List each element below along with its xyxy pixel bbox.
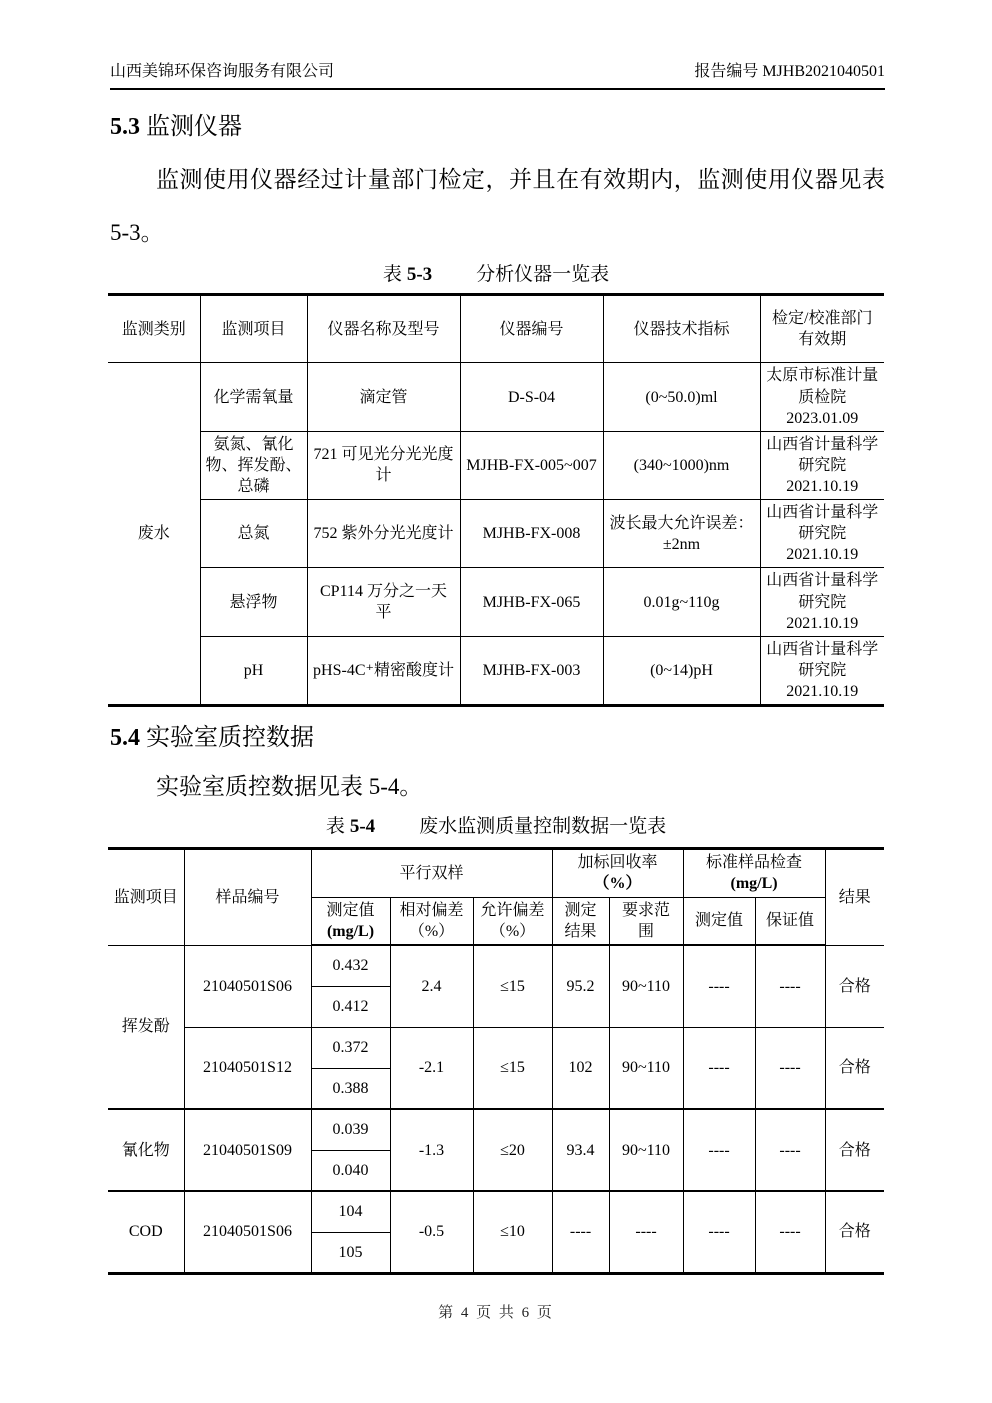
allowed-deviation-cell: ≤15: [473, 1027, 552, 1109]
monitor-item-cell: pH: [200, 636, 307, 705]
tech-spec-cell: 0.01g~110g: [603, 568, 760, 636]
allowed-deviation-cell: ≤15: [473, 945, 552, 1027]
calibration-date: 2023.01.09: [786, 409, 859, 427]
instrument-number-cell: MJHB-FX-005~007: [460, 431, 603, 499]
result-cell: 合格: [825, 945, 884, 1027]
instrument-number-cell: MJHB-FX-008: [460, 500, 603, 568]
spike-recovery-label: 加标回收率: [577, 853, 658, 871]
monitor-item-cell: 化学需氧量: [200, 363, 307, 431]
spike-result-cell: 95.2: [552, 945, 609, 1027]
col-header-spike-recovery: [552, 848, 683, 897]
allowed-deviation-cell: ≤20: [473, 1109, 552, 1191]
monitor-item-cell: 悬浮物: [200, 568, 307, 636]
instrument-number-cell: MJHB-FX-065: [460, 568, 603, 636]
measured-value-cell: 0.040: [311, 1150, 390, 1191]
col-header-sample-number: 样品编号: [184, 848, 311, 945]
page-header: [110, 0, 885, 90]
result-cell: 合格: [825, 1191, 884, 1273]
measured-value-cell: 0.372: [311, 1027, 390, 1068]
standard-sample-unit: (mg/L): [730, 875, 778, 893]
section-5-3-heading: [110, 112, 885, 142]
measured-value-cell: 0.412: [311, 986, 390, 1027]
page-number: 第 4 页 共 6 页: [438, 1304, 554, 1321]
caption-prefix: 表: [325, 815, 345, 837]
table-header-row: [108, 848, 884, 897]
col-header-instrument-name: 仪器名称及型号: [307, 295, 460, 363]
calibration-agency: 山西省计量科学研究院: [766, 435, 879, 474]
calibration-date: 2021.10.19: [786, 546, 859, 564]
sample-number-cell: 21040501S06: [184, 1191, 311, 1273]
measured-value-cell: 0.432: [311, 945, 390, 986]
tech-spec-cell: (340~1000)nm: [603, 431, 760, 499]
section-5-3-title: 监测仪器: [146, 114, 242, 140]
calibration-cell: [760, 568, 884, 636]
monitor-item-cell: 挥发酚: [108, 945, 184, 1109]
report-number: 报告编号 MJHB2021040501: [694, 63, 885, 80]
std-certified-cell: ----: [755, 1191, 825, 1273]
instrument-name-cell: 721 可见光分光光度计: [307, 431, 460, 499]
monitor-item-cell: COD: [108, 1191, 184, 1273]
section-5-3-number: 5.3: [110, 114, 140, 140]
calibration-cell: [760, 636, 884, 705]
std-measured-cell: ----: [683, 1109, 755, 1191]
analysis-instruments-table: [108, 293, 884, 707]
measured-value-cell: 0.039: [311, 1109, 390, 1150]
col-header-result: 结果: [825, 848, 884, 945]
relative-deviation-cell: 2.4: [390, 945, 473, 1027]
relative-deviation-cell: -2.1: [390, 1027, 473, 1109]
table-row: [108, 1191, 884, 1232]
instrument-name-cell: CP114 万分之一天平: [307, 568, 460, 636]
col-header-monitor-item: 监测项目: [200, 295, 307, 363]
standard-sample-label: 标准样品检查: [706, 853, 803, 871]
sample-number-cell: 21040501S06: [184, 945, 311, 1027]
spike-recovery-unit: （%）: [593, 875, 642, 893]
calibration-agency: 山西省计量科学研究院: [766, 572, 879, 611]
monitor-item-cell: 氰化物: [108, 1109, 184, 1191]
section-5-4-number: 5.4: [110, 725, 140, 752]
measured-value-unit: (mg/L): [326, 922, 375, 940]
caption-title: 分析仪器一览表: [476, 263, 610, 285]
caption-number: 5-4: [349, 815, 376, 837]
caption-title: 废水监测质量控制数据一览表: [419, 815, 667, 837]
company-name: 山西美锦环保咨询服务有限公司: [110, 63, 335, 80]
col-header-tech-spec: 仪器技术指标: [603, 295, 760, 363]
spike-range-cell: ----: [609, 1191, 683, 1273]
table-row: [108, 500, 884, 568]
table-row: [108, 1109, 884, 1150]
std-measured-cell: ----: [683, 1191, 755, 1273]
table-row: [108, 1027, 884, 1068]
spike-range-cell: 90~110: [609, 945, 683, 1027]
allowed-deviation-cell: ≤10: [473, 1191, 552, 1273]
monitor-item-cell: 总氮: [200, 500, 307, 568]
instrument-number-cell: MJHB-FX-003: [460, 636, 603, 705]
calibration-cell: [760, 500, 884, 568]
calibration-agency: 太原市标准计量质检院: [766, 367, 879, 406]
result-cell: 合格: [825, 1109, 884, 1191]
instrument-number-cell: D-S-04: [460, 363, 603, 431]
std-certified-cell: ----: [755, 945, 825, 1027]
col-header-std-certified: 保证值: [755, 897, 825, 945]
calibration-agency: 山西省计量科学研究院: [766, 504, 879, 543]
table-5-3-caption: [0, 262, 992, 288]
col-header-parallel-samples: 平行双样: [311, 848, 552, 897]
qc-data-table: [108, 847, 884, 1275]
section-5-4-heading: [110, 723, 885, 753]
table-row: [108, 945, 884, 986]
instrument-name-cell: pHS-4C⁺精密酸度计: [307, 636, 460, 705]
col-header-relative-deviation: 相对偏差（%）: [390, 897, 473, 945]
caption-prefix: 表: [382, 263, 402, 285]
spike-result-cell: 102: [552, 1027, 609, 1109]
measured-value-cell: 0.388: [311, 1068, 390, 1109]
table-row: [108, 431, 884, 499]
table-row: [108, 363, 884, 431]
sample-number-cell: 21040501S12: [184, 1027, 311, 1109]
instrument-name-cell: 滴定管: [307, 363, 460, 431]
instrument-name-cell: 752 紫外分光光度计: [307, 500, 460, 568]
tech-spec-cell: 波长最大允许误差：±2nm: [603, 500, 760, 568]
table-row: [108, 568, 884, 636]
section-5-4-paragraph: 实验室质控数据见表 5-4。: [156, 774, 423, 800]
tech-spec-cell: (0~14)pH: [603, 636, 760, 705]
caption-number: 5-3: [406, 263, 433, 285]
std-certified-cell: ----: [755, 1109, 825, 1191]
measured-value-cell: 105: [311, 1232, 390, 1273]
col-header-monitor-category: 监测类别: [108, 295, 200, 363]
table-row: [108, 636, 884, 705]
col-header-spike-range: 要求范围: [609, 897, 683, 945]
relative-deviation-cell: -0.5: [390, 1191, 473, 1273]
calibration-date: 2021.10.19: [786, 477, 859, 495]
col-header-instrument-number: 仪器编号: [460, 295, 603, 363]
section-5-4-title: 实验室质控数据: [146, 725, 314, 752]
spike-range-cell: 90~110: [609, 1109, 683, 1191]
calibration-cell: [760, 431, 884, 499]
monitor-category-cell: 废水: [108, 363, 200, 706]
std-measured-cell: ----: [683, 1027, 755, 1109]
calibration-date: 2021.10.19: [786, 614, 859, 632]
spike-result-cell: 93.4: [552, 1109, 609, 1191]
spike-result-cell: ----: [552, 1191, 609, 1273]
std-measured-cell: ----: [683, 945, 755, 1027]
table-header-row: [108, 295, 884, 363]
col-header-standard-sample: [683, 848, 825, 897]
col-header-measured-value: [311, 897, 390, 945]
sample-number-cell: 21040501S09: [184, 1109, 311, 1191]
calibration-agency: 山西省计量科学研究院: [766, 640, 879, 679]
col-header-monitor-item: 监测项目: [108, 848, 184, 945]
section-5-3-paragraph: 监测使用仪器经过计量部门检定，并且在有效期内，监测使用仪器见表 5-3。: [110, 167, 885, 245]
col-header-calibration: 检定/校准部门有效期: [760, 295, 884, 363]
relative-deviation-cell: -1.3: [390, 1109, 473, 1191]
col-header-allowed-deviation: 允许偏差（%）: [473, 897, 552, 945]
calibration-date: 2021.10.19: [786, 682, 859, 700]
col-header-spike-result: 测定结果: [552, 897, 609, 945]
std-certified-cell: ----: [755, 1027, 825, 1109]
table-5-4-caption: [0, 814, 992, 840]
calibration-cell: [760, 363, 884, 431]
measured-value-cell: 104: [311, 1191, 390, 1232]
col-header-std-measured: 测定值: [683, 897, 755, 945]
tech-spec-cell: (0~50.0)ml: [603, 363, 760, 431]
spike-range-cell: 90~110: [609, 1027, 683, 1109]
measured-value-label: 测定值: [326, 901, 375, 919]
monitor-item-cell: 氨氮、氰化物、挥发酚、总磷: [200, 431, 307, 499]
result-cell: 合格: [825, 1027, 884, 1109]
